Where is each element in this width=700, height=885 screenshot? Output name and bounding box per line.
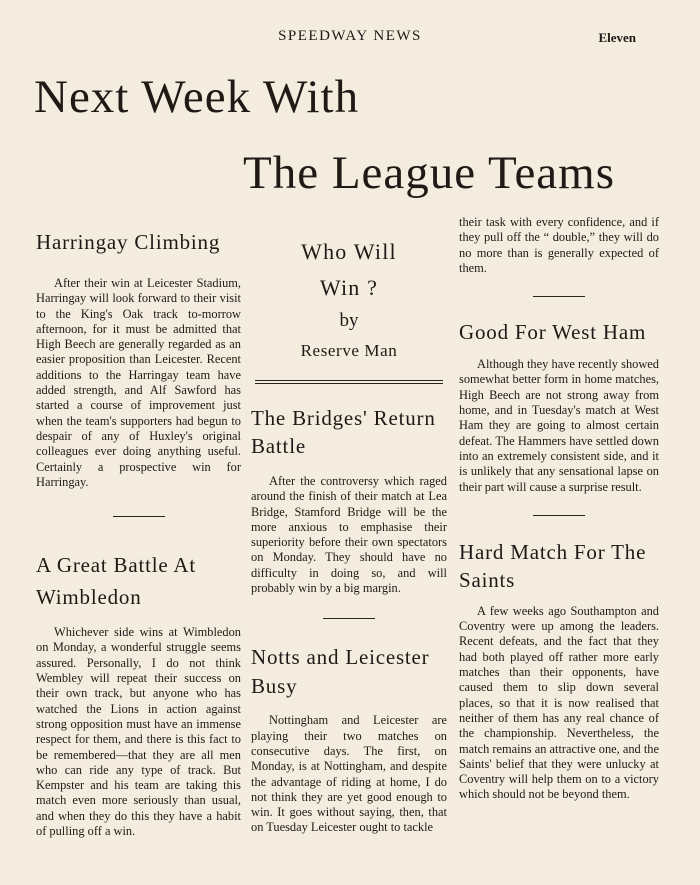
byline-title-line-1: Who Will <box>301 239 397 264</box>
article-heading-harringay: Harringay Climbing <box>36 230 221 254</box>
article-body-harringay: After their win at Leicester Stadium, Harringay will look forward to their visit to the King's Oak track to-morrow afternoon, for it must be admitted that High Beech are generally regarded as an easier proposition than Leicester. Recent additions to the Harringay team have added strength, and Alf Sawford has started a course of improvement just when the team's supporters had begun to despair of any of Huxley's original colleagues ever doing anything useful. Certainly a prospective win for Harringay. <box>36 276 241 489</box>
headline-line-1: Next Week With <box>34 71 360 123</box>
article-heading-west-ham: Good For West Ham <box>459 320 647 345</box>
article-body-wimbledon: Whichever side wins at Wimbledon on Monday, a wonderful struggle seems assured. Personally, I do not think Wembley will repeat their success on their own track, but anyone who has watched the Lions in action against strong opposition must have an immense respect for them, and there is this fact to be remembered—that they are all men who can ride any type of track. But Kempster and his team are taking this match even more seriously than usual, and when they do this they have a habit of pulling off a win. <box>36 625 241 839</box>
article-body-notts-continued: their task with every confidence, and if they pull off the “ double,” they will do no more than is generally expected of them. <box>459 215 659 275</box>
column-left <box>36 228 241 839</box>
article-heading-notts: Notts and Leicester Busy <box>251 645 430 699</box>
article-body-bridges: After the controversy which raged around the finish of their match at Lea Bridge, Stamford Bridge will be the more anxious to emphasise their superiority before their own spectators on Monday. They should have no difficulty in doing so, and will probably win by a big margin. <box>251 474 447 596</box>
article-heading-saints: Hard Match For The Saints <box>459 539 647 592</box>
section-divider <box>113 516 165 517</box>
byline-double-rule <box>255 380 443 384</box>
running-head: SPEEDWAY NEWS <box>278 28 422 44</box>
column-right <box>459 215 659 803</box>
article-heading-wimbledon: A Great Battle At Wimbledon <box>36 553 196 610</box>
section-divider <box>323 618 375 619</box>
byline-block <box>251 234 447 366</box>
article-heading-bridges: The Bridges' Return Battle <box>251 406 436 458</box>
byline-author: Reserve Man <box>300 341 398 360</box>
section-divider <box>533 296 585 297</box>
section-divider <box>533 515 585 516</box>
article-body-saints: A few weeks ago Southampton and Coventry were up among the leaders. Recent defeats, and the fact that they had both played off rather more early matches than their opponents, have caused them to slip down several places, so that it is now realised that neither of them has any real chance of the championship. Nevertheless, the match remains an attractive one, and the Saints' belief that they were unlucky at Coventry will help them on to a victory which should not be beyond them. <box>459 603 659 802</box>
byline-by: by <box>339 310 359 331</box>
article-body-notts: Nottingham and Leicester are playing their two matches on consecutive days. The first, on Monday, is at Nottingham, and despite the advantage of riding at home, I do not think they are yet good enough to win. It goes without saying, then, that on Tuesday Leicester ought to tackle <box>251 713 447 835</box>
article-body-west-ham: Although they have recently showed somewhat better form in home matches, High Beech are not strong away from home, and in Tuesday's match at West Ham they are going to almost certain defeat. The Hammers have settled down into an extremely consistent side, and it is unlikely that any sensational lapse on their part will cause a surprise result. <box>459 357 659 494</box>
page-number: Eleven <box>598 30 636 45</box>
byline-title-line-2: Win ? <box>319 275 379 300</box>
column-middle <box>251 228 447 836</box>
headline-line-2: The League Teams <box>243 147 616 199</box>
